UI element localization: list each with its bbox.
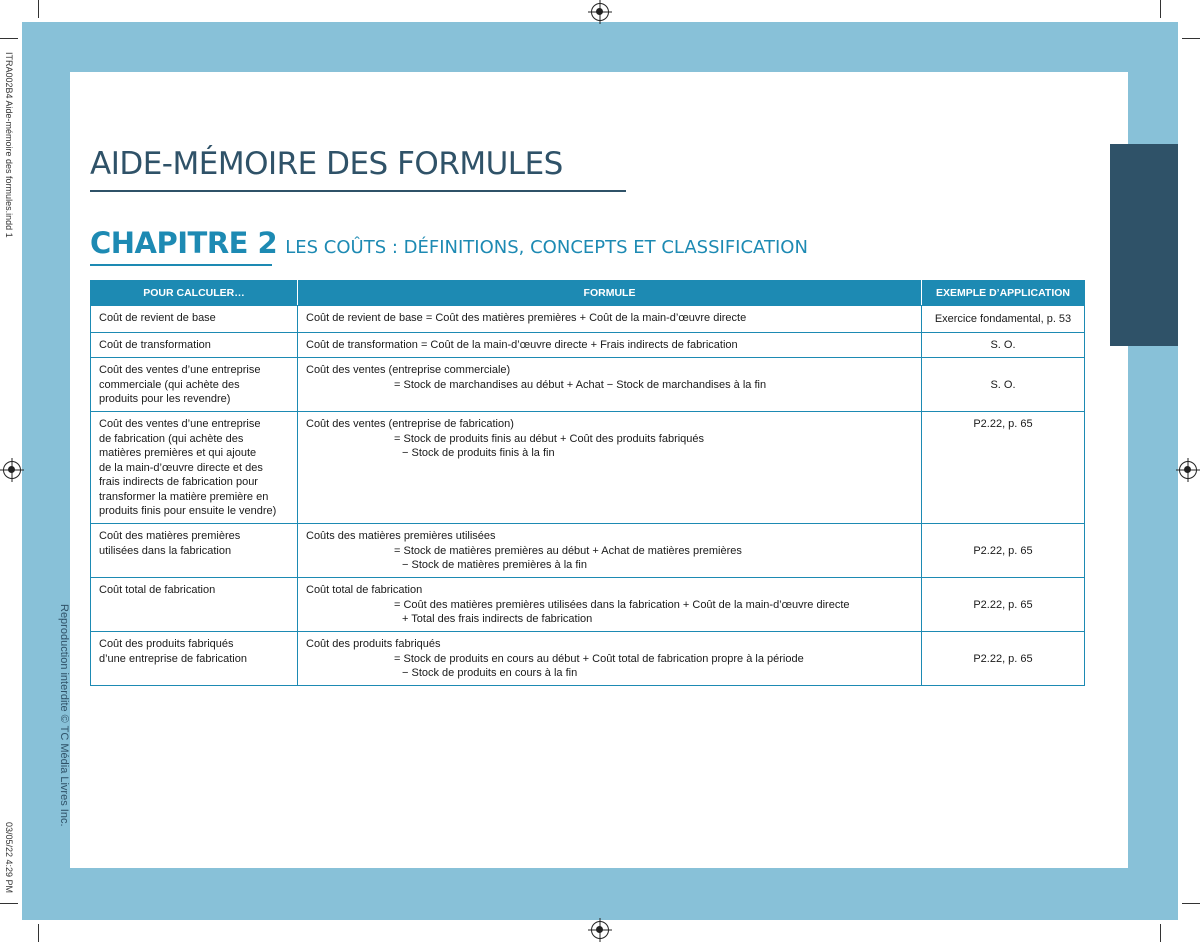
- label-line: Coût des matières premières: [99, 530, 241, 542]
- label-line: produits pour les revendre): [99, 393, 231, 405]
- row-formula: [298, 306, 922, 333]
- label-line: produits finis pour ensuite le vendre): [99, 505, 277, 517]
- row-formula: [298, 412, 922, 524]
- label-line: Coût de revient de base: [99, 312, 216, 324]
- chapter-heading: [90, 226, 808, 260]
- row-label: [91, 632, 298, 686]
- table-row: [91, 333, 1085, 358]
- formula-line: = Stock de marchandises au début + Achat − Stock de marchandises à la fin: [394, 378, 767, 391]
- formula-line: Coût des ventes (entreprise de fabrication): [306, 418, 514, 430]
- formula-line: − Stock de produits finis à la fin: [402, 447, 555, 459]
- table-row: [91, 358, 1085, 412]
- label-line: Coût des ventes d’une entreprise: [99, 418, 261, 430]
- table-row: [91, 524, 1085, 578]
- row-example: P2.22, p. 65: [922, 524, 1085, 578]
- chapter-tab: [1110, 144, 1178, 346]
- formula-line: Coût des ventes (entreprise commerciale): [306, 364, 511, 376]
- row-label: [91, 358, 298, 412]
- label-line: frais indirects de fabrication pour: [99, 476, 258, 488]
- formula-line: = Stock de produits finis au début + Coût des produits fabriqués: [394, 432, 705, 445]
- table-header-row: [91, 281, 1085, 306]
- row-label: [91, 412, 298, 524]
- label-line: de la main-d’œuvre directe et des: [99, 461, 263, 474]
- formula-line: Coût de transformation = Coût de la main-d’œuvre directe + Frais indirects de fabrication: [306, 339, 738, 351]
- crop-mark: [1182, 38, 1200, 39]
- registration-mark-icon: [3, 461, 21, 479]
- table-row: [91, 306, 1085, 333]
- label-line: transformer la matière première en: [99, 490, 269, 503]
- row-example: P2.22, p. 65: [922, 632, 1085, 686]
- chapter-title: LES COÛTS : DÉFINITIONS, CONCEPTS ET CLASSIFICATION: [285, 237, 808, 258]
- row-formula: [298, 333, 922, 358]
- formula-line: Coût de revient de base = Coût des matières premières + Coût de la main-d’œuvre directe: [306, 312, 747, 324]
- crop-mark: [38, 924, 39, 942]
- formula-table: [90, 280, 1085, 686]
- crop-mark: [1182, 903, 1200, 904]
- registration-mark-icon: [1179, 461, 1197, 479]
- page-title: AIDE-MÉMOIRE DES FORMULES: [90, 146, 563, 182]
- title-underline: [90, 190, 626, 192]
- row-formula: [298, 524, 922, 578]
- registration-mark-icon: [591, 921, 609, 939]
- table-row: [91, 412, 1085, 524]
- row-example: P2.22, p. 65: [922, 578, 1085, 632]
- table-row: [91, 632, 1085, 686]
- label-line: matières premières et qui ajoute: [99, 447, 257, 459]
- row-label: [91, 306, 298, 333]
- crop-mark: [0, 38, 18, 39]
- label-line: de fabrication (qui achète des: [99, 432, 244, 445]
- reproduction-notice: Reproduction interdite © TC Média Livres Inc.: [58, 604, 70, 827]
- row-label: [91, 333, 298, 358]
- row-formula: [298, 358, 922, 412]
- row-example: S. O.: [922, 358, 1085, 412]
- formula-line: = Stock de matières premières au début + Achat de matières premières: [394, 544, 742, 557]
- label-line: d’une entreprise de fabrication: [99, 652, 247, 665]
- row-label: [91, 524, 298, 578]
- row-example: Exercice fondamental, p. 53: [922, 306, 1085, 333]
- formula-line: Coûts des matières premières utilisées: [306, 530, 496, 542]
- crop-mark: [1160, 0, 1161, 18]
- label-line: Coût des produits fabriqués: [99, 638, 234, 650]
- label-line: commerciale (qui achète des: [99, 378, 240, 391]
- label-line: utilisées dans la fabrication: [99, 544, 232, 557]
- formula-line: = Stock de produits en cours au début + Coût total de fabrication propre à la période: [394, 652, 804, 665]
- chapter-underline: [90, 264, 272, 266]
- formula-line: − Stock de produits en cours à la fin: [402, 667, 578, 679]
- row-example: P2.22, p. 65: [922, 412, 1085, 524]
- label-line: Coût des ventes d’une entreprise: [99, 364, 261, 376]
- column-header-formula: FORMULE: [298, 281, 922, 306]
- formula-line: Coût des produits fabriqués: [306, 638, 441, 650]
- table-row: [91, 578, 1085, 632]
- slug-file-info: ITRA002B4 Aide-mémoire des formules.indd 1: [4, 52, 14, 238]
- row-label: [91, 578, 298, 632]
- slug-date-info: 03/05/22 4:29 PM: [4, 822, 14, 894]
- crop-mark: [1160, 924, 1161, 942]
- crop-mark: [38, 0, 39, 18]
- column-header-calculate: POUR CALCULER…: [91, 281, 298, 306]
- row-formula: [298, 632, 922, 686]
- crop-mark: [0, 903, 18, 904]
- row-formula: [298, 578, 922, 632]
- formula-line: = Coût des matières premières utilisées dans la fabrication + Coût de la main-d’œuvre directe: [394, 598, 850, 611]
- chapter-number: CHAPITRE 2: [90, 226, 278, 260]
- formula-line: Coût total de fabrication: [306, 584, 423, 596]
- label-line: Coût de transformation: [99, 339, 211, 351]
- formula-line: + Total des frais indirects de fabrication: [402, 613, 593, 625]
- column-header-example: EXEMPLE D’APPLICATION: [922, 281, 1085, 306]
- formula-line: − Stock de matières premières à la fin: [402, 559, 587, 571]
- label-line: Coût total de fabrication: [99, 584, 216, 596]
- registration-mark-icon: [591, 3, 609, 21]
- row-example: S. O.: [922, 333, 1085, 358]
